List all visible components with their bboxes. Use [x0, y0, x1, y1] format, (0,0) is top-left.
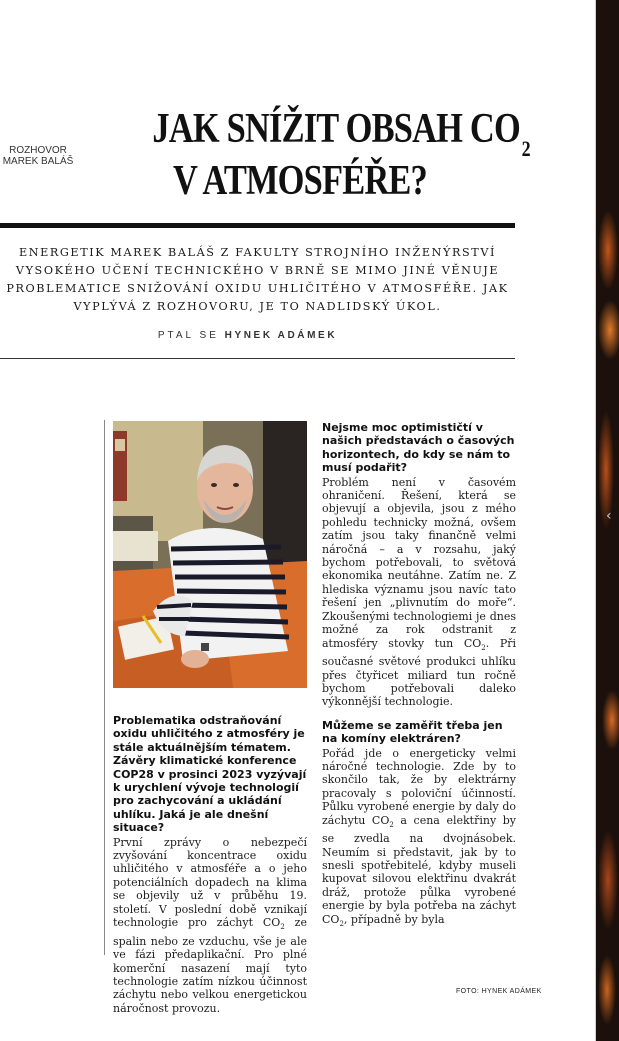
headline-rule — [0, 223, 515, 228]
answer-1 — [113, 836, 307, 1015]
answer-3-text: Pořád jde o energeticky velmi náročné technologie. Zde by to skončilo tak, že by elektrárny pracovaly s poloviční účinností. Půlku vyrobené energie by daly do záchytu CO — [322, 746, 516, 827]
question-1: Problematika odstraňování oxidu uhličitého z atmosféry je stále aktuálnějším tématem. Závěry klimatické konference COP28 v prosinci 2023 vyzývají k urychlení vývoje technologií pro zachycování a ukládání uhlíku. Jaká je ale dnešní situace? — [113, 714, 307, 835]
answer-1-text: První zprávy o nebezpečí zvyšování koncentrace oxidu uhličitého v atmosféře a o jeho potenciálních dopadech na klima se objevily už v průběhu 19. století. V poslední době vznikají technologie pro záchyt CO — [113, 835, 307, 930]
answer-2-text: Problém není v časovém ohraničení. Řešení, která se objevují a objevila, jsou z mého pohledu technicky možná, ovšem zatím jsou taky finančně velmi náročná – a v rozsahu, jaký bychom potřebovali, to světová ekonomika neutáhne. Zatím ne. Z hlediska významu jsou navíc tato řešení jen „plivnutím do moře“. Zkoušenými technologiemi je dnes možné za rok odstranit z atmosféry stovky tun CO — [322, 475, 516, 650]
text-column-1 — [113, 714, 307, 1015]
headline-line-2: V ATMOSFÉŘE? — [173, 158, 427, 204]
page-edge-line — [595, 0, 596, 1041]
byline — [0, 330, 495, 341]
question-2: Nejsme moc optimističtí v našich představách o časových horizontech, do kdy se nám to musí podařit? — [322, 421, 515, 475]
answer-3-subscript: 2 — [389, 820, 394, 829]
lede-rule — [0, 358, 515, 359]
portrait-photo-icon — [113, 421, 307, 688]
article-lede: ENERGETIK MAREK BALÁŠ Z FAKULTY STROJNÍHO INŽENÝRSTVÍ VYSOKÉHO UČENÍ TECHNICKÉHO V BRNĚ SE MIMO JINÉ VĚNUJE PROBLEMATICE SNIŽOVÁNÍ OXIDU UHLIČITÉHO V ATMOSFÉŘE. JAK VYPLÝVÁ Z ROZHOVORU, JE TO NADLIDSKÝ ÚKOL. — [6, 246, 509, 313]
photo-credit: FOTO: HYNEK ADÁMEK — [456, 988, 542, 995]
byline-author: HYNEK ADÁMEK — [224, 330, 338, 341]
byline-prefix: PTAL SE — [157, 330, 219, 341]
answer-2-text-cont: . Při současné světové produkci uhlíku přes čtyřicet miliard tun ročně bychom potřebovali daleko výkonnější technologie. — [322, 636, 517, 709]
column-rule — [104, 420, 105, 955]
question-3: Můžeme se zaměřit třeba jen na komíny elektráren? — [322, 718, 503, 746]
answer-3-subscript-2: 2 — [339, 919, 344, 928]
section-kicker — [0, 145, 76, 167]
headline-line-1: JAK SNÍŽIT OBSAH CO — [152, 106, 520, 152]
article-headline — [152, 106, 530, 204]
answer-2 — [322, 476, 516, 709]
section-label: ROZHOVOR — [9, 145, 67, 156]
interviewee-name: MAREK BALÁŠ — [2, 156, 74, 167]
page-edge-icon: ‹ — [606, 508, 612, 524]
answer-1-subscript: 2 — [280, 923, 285, 932]
answer-3 — [322, 747, 516, 932]
headline-subscript: 2 — [521, 136, 530, 161]
answer-3-text-end: , případně by byla — [343, 912, 445, 926]
text-column-2 — [322, 421, 516, 941]
answer-1-text-cont: ze spalin nebo ze vzduchu, vše je ale ve fázi předaplikační. Pro plné komerční nasazení mají tyto technologie zatím nízkou účinnost záchytu nebo velkou energetickou náročnost provozu. — [113, 916, 307, 1015]
portrait-photo — [113, 421, 307, 688]
answer-2-subscript: 2 — [481, 643, 486, 652]
answer-3-text-cont: a cena elektřiny by se zvedla na dvojnásobek. Neumím si představit, jak by to snesli spotřebitelé, kdyby museli kupovat silovou elektřinu dvakrát dráž, protože půlka vyrobené energie by byla potřeba na záchyt CO — [322, 813, 516, 926]
